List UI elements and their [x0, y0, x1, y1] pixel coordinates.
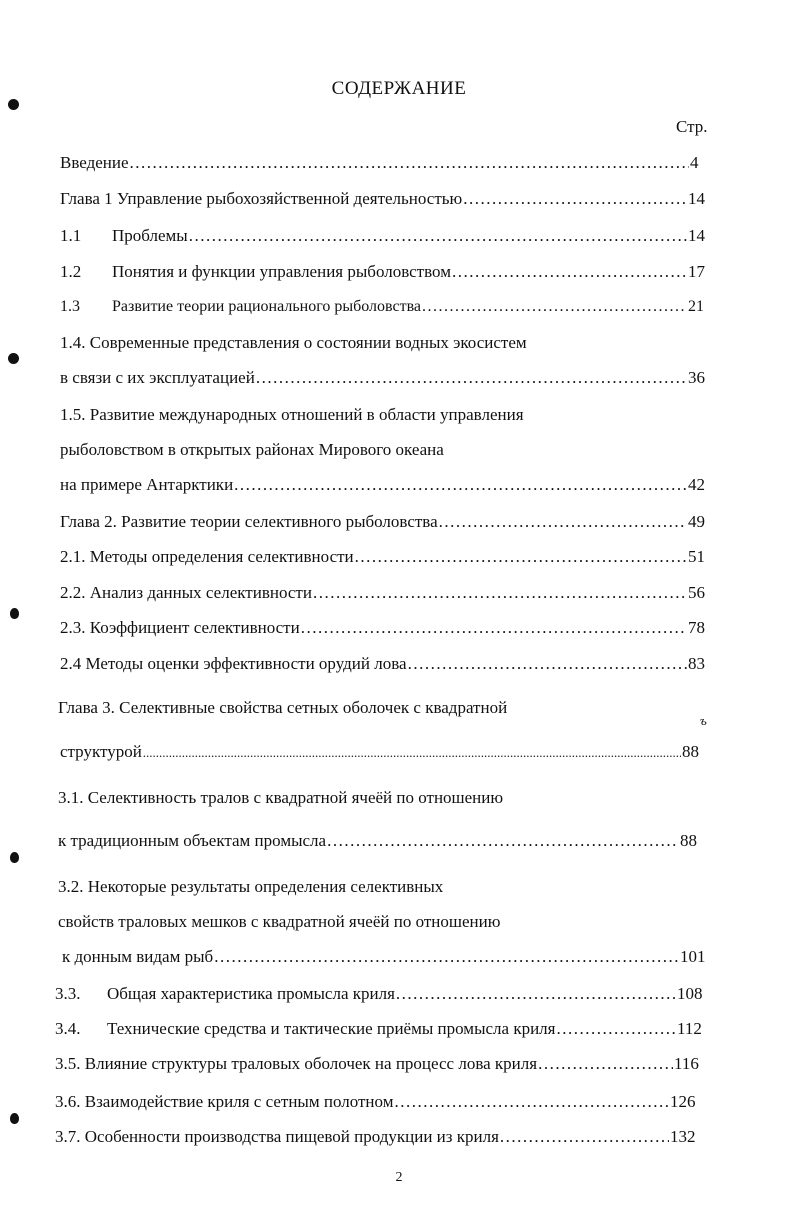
toc-entry-chapter-3-line-1[interactable]: Глава 3. Селективные свойства сетных оболочек с квадратной [58, 698, 508, 717]
toc-entry-page: 4 [690, 153, 699, 172]
toc-entry-page: 83 [688, 654, 705, 673]
toc-entry-label: Глава 2. Развитие теории селективного рыболовства [60, 512, 438, 531]
toc-entry-page: 21 [688, 298, 704, 315]
toc-entry-3-4[interactable] [55, 1018, 705, 1040]
binder-hole-mark [10, 608, 19, 619]
toc-entry-3-1-line-1[interactable]: 3.1. Селективность тралов с квадратной ячеёй по отношению [58, 788, 504, 807]
page-column-label: Стр. [676, 117, 708, 136]
dot-leader [396, 983, 676, 1005]
toc-entry-intro[interactable] [60, 152, 700, 174]
toc-entry-page: 101 [680, 947, 706, 966]
toc-entry-label: 3.5. Влияние структуры траловых оболочек на процесс лова криля [55, 1054, 538, 1073]
toc-entry-page: 17 [688, 262, 705, 281]
dot-leader [500, 1126, 669, 1148]
toc-entry-page: 78 [688, 618, 705, 637]
toc-entry-page: 88 [680, 831, 697, 850]
toc-entry-3-2[interactable] [62, 946, 708, 968]
page-number: 2 [395, 1170, 403, 1185]
toc-entry-3-7[interactable] [55, 1126, 698, 1148]
binder-hole-mark [8, 353, 19, 364]
dot-leader [463, 188, 687, 210]
dot-leader [301, 617, 687, 639]
page-title: СОДЕРЖАНИЕ [331, 78, 467, 99]
dot-leader [452, 261, 687, 283]
toc-entry-1-4[interactable] [60, 367, 708, 389]
dot-leader [327, 830, 679, 852]
toc-entry-label [55, 983, 395, 1005]
toc-entry-1-5-line-1[interactable]: 1.5. Развитие международных отношений в области управления [60, 405, 524, 424]
toc-entry-page: 14 [688, 189, 705, 208]
dot-leader [408, 653, 687, 675]
dot-leader [556, 1018, 676, 1040]
toc-entry-page: 108 [677, 984, 703, 1003]
toc-entry-label [60, 261, 451, 283]
toc-entry-3-2-line-2[interactable]: свойств траловых мешков с квадратной ячеёй по отношению [58, 912, 501, 931]
section-number: 3.4. [55, 1019, 81, 1038]
dot-leader [189, 225, 687, 247]
toc-entry-page: 51 [688, 547, 705, 566]
dot-leader [313, 582, 687, 604]
toc-entry-label: к традиционным объектам промысла [58, 831, 327, 850]
section-title: Общая характеристика промысла криля [107, 984, 395, 1003]
toc-entry-chapter-3[interactable] [60, 741, 702, 764]
toc-entry-2-1[interactable] [60, 546, 708, 568]
toc-entry-page: 116 [674, 1054, 699, 1073]
toc-entry-page: 132 [670, 1127, 696, 1146]
dot-leader [214, 946, 679, 968]
stray-scan-mark: ъ [700, 713, 707, 728]
dot-leader [143, 742, 681, 764]
dot-leader [394, 1091, 669, 1113]
toc-entry-label: 3.6. Взаимодействие криля с сетным полотном [55, 1092, 394, 1111]
toc-entry-label: в связи с их эксплуатацией [60, 368, 255, 387]
toc-entry-label: Глава 1 Управление рыбохозяйственной деятельностью [60, 189, 463, 208]
toc-entry-label: 2.2. Анализ данных селективности [60, 583, 312, 602]
toc-entry-label: 2.1. Методы определения селективности [60, 547, 354, 566]
toc-entry-label [55, 1018, 555, 1040]
section-title: Проблемы [112, 226, 188, 245]
dot-leader [130, 152, 689, 174]
toc-entry-chapter-1[interactable] [60, 188, 708, 210]
toc-entry-2-3[interactable] [60, 617, 708, 639]
toc-entry-page: 42 [688, 475, 705, 494]
toc-entry-label: 3.7. Особенности производства пищевой продукции из криля [55, 1127, 499, 1146]
toc-entry-page: 88 [682, 742, 699, 761]
toc-entry-label: 2.4 Методы оценки эффективности орудий лова [60, 654, 407, 673]
toc-entry-3-6[interactable] [55, 1091, 698, 1113]
toc-entry-chapter-2[interactable] [60, 511, 708, 533]
toc-entry-1-5[interactable] [60, 474, 708, 496]
toc-entry-label [60, 296, 421, 318]
toc-entry-1-2[interactable] [60, 261, 708, 283]
toc-entry-2-4[interactable] [60, 653, 708, 675]
toc-entry-page: 126 [670, 1092, 696, 1111]
toc-entry-page: 36 [688, 368, 705, 387]
toc-entry-page: 14 [688, 226, 705, 245]
section-number: 1.2 [60, 262, 82, 281]
toc-entry-page: 49 [688, 512, 705, 531]
toc-entry-3-1[interactable] [58, 830, 700, 852]
section-number: 1.3 [60, 298, 80, 315]
toc-entry-label: Введение [60, 153, 129, 172]
toc-entry-1-1[interactable] [60, 225, 708, 247]
toc-entry-label: на примере Антарктики [60, 475, 234, 494]
toc-entry-page: 112 [677, 1019, 702, 1038]
section-number: 1.1 [60, 226, 82, 245]
section-title: Развитие теории рационального рыболовства [112, 298, 422, 315]
toc-entry-3-5[interactable] [55, 1053, 702, 1075]
dot-leader [538, 1053, 673, 1075]
toc-entry-label [60, 225, 188, 247]
section-number: 3.3. [55, 984, 81, 1003]
section-title: Понятия и функции управления рыболовством [112, 262, 451, 281]
dot-leader [234, 474, 687, 496]
toc-entry-2-2[interactable] [60, 582, 708, 604]
toc-entry-1-3[interactable] [60, 296, 708, 318]
toc-entry-3-3[interactable] [55, 983, 705, 1005]
toc-entry-label: 2.3. Коэффициент селективности [60, 618, 300, 637]
binder-hole-mark [10, 852, 19, 863]
dot-leader [256, 367, 687, 389]
toc-entry-label: структурой [60, 742, 142, 761]
toc-entry-page: 56 [688, 583, 705, 602]
binder-hole-mark [10, 1113, 19, 1124]
dot-leader [355, 546, 687, 568]
section-title: Технические средства и тактические приёмы промысла криля [107, 1019, 556, 1038]
toc-entry-1-4-line-1[interactable]: 1.4. Современные представления о состоянии водных экосистем [60, 333, 527, 352]
toc-entry-1-5-line-2[interactable]: рыболовством в открытых районах Мирового океана [60, 440, 444, 459]
dot-leader [422, 296, 687, 318]
binder-hole-mark [8, 99, 19, 110]
toc-entry-3-2-line-1[interactable]: 3.2. Некоторые результаты определения селективных [58, 877, 444, 896]
dot-leader [439, 511, 687, 533]
toc-entry-label: к донным видам рыб [62, 947, 214, 966]
